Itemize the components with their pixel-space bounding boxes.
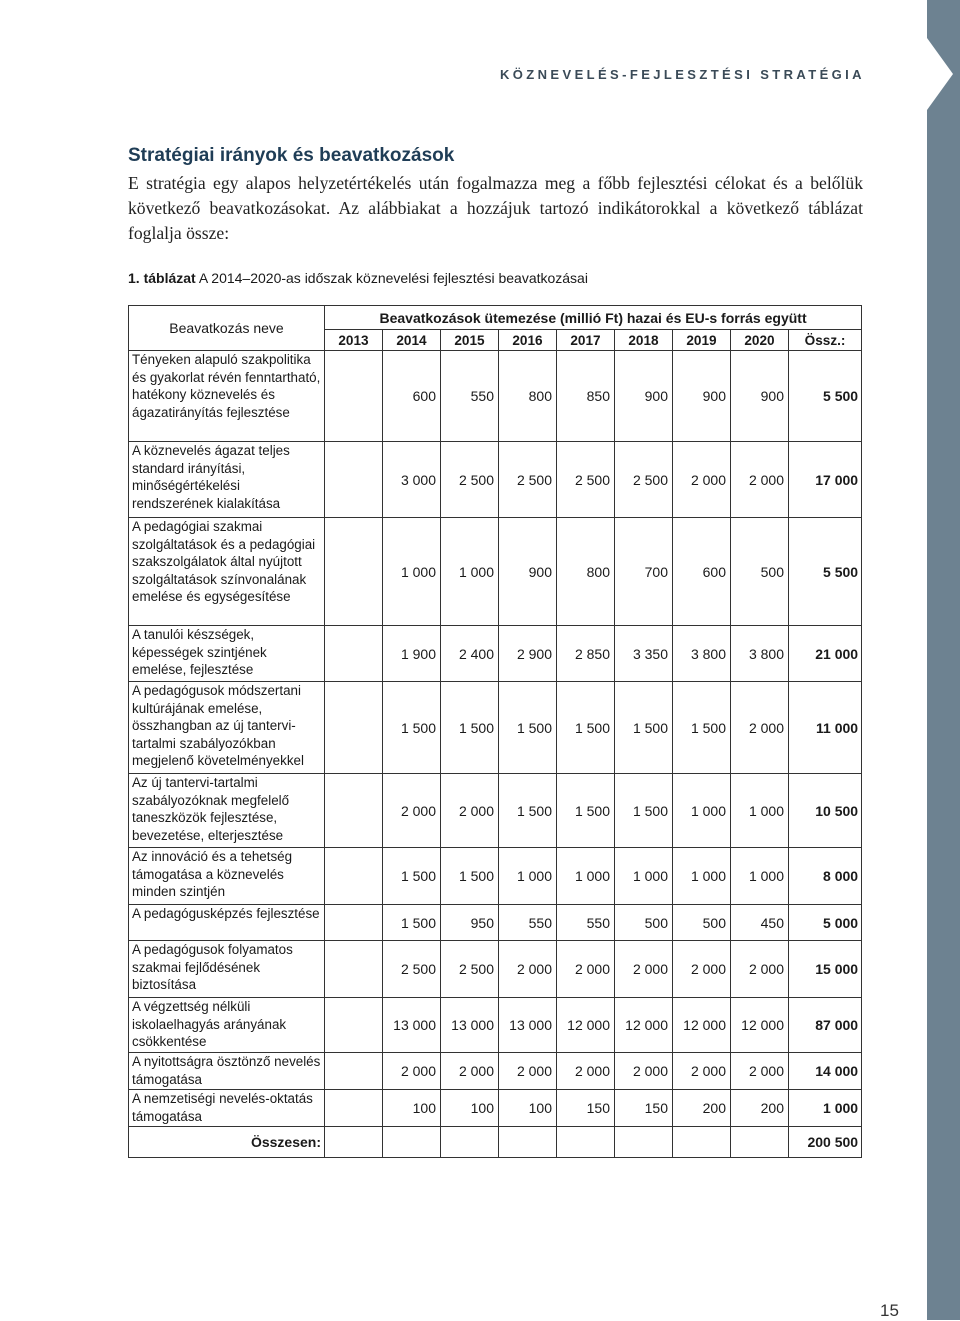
- year-value-cell: 900: [499, 518, 557, 626]
- year-value-cell: 2 000: [557, 1053, 615, 1090]
- year-value-cell: 1 000: [615, 848, 673, 905]
- page-number: 15: [880, 1301, 899, 1320]
- total-column-header: Össz.:: [789, 330, 862, 351]
- year-value-cell: 2 000: [499, 941, 557, 998]
- year-value-cell: 900: [615, 351, 673, 442]
- year-value-cell: 2 400: [441, 626, 499, 682]
- year-value-cell: 3 800: [731, 626, 789, 682]
- table-row: [129, 1090, 862, 1127]
- year-value-cell: 1 000: [673, 774, 731, 848]
- year-value-cell: 2 000: [383, 1053, 441, 1090]
- year-value-cell: 2 500: [441, 442, 499, 518]
- intervention-name: A pedagógiai szakmai szolgáltatások és a pedagógiai szakszolgálatok által nyújtott szolgáltatások színvonalának emelése és egységesítése: [129, 518, 325, 626]
- year-header: 2017: [557, 330, 615, 351]
- year-value-cell: 600: [673, 518, 731, 626]
- year-value-cell: 150: [557, 1090, 615, 1127]
- year-value-cell: 450: [731, 905, 789, 941]
- year-header: 2015: [441, 330, 499, 351]
- year-value-cell: 2 000: [673, 442, 731, 518]
- year-value-cell: 200: [731, 1090, 789, 1127]
- year-value-cell: 1 000: [731, 848, 789, 905]
- intervention-name: Az új tantervi-tartalmi szabályozóknak megfelelő taneszközök fejlesztése, bevezetése, elterjesztése: [129, 774, 325, 848]
- table-caption-label: 1. táblázat: [128, 270, 196, 286]
- year-header: 2020: [731, 330, 789, 351]
- year-value-cell: 2 000: [731, 682, 789, 774]
- year-value-cell: 550: [441, 351, 499, 442]
- table-row: [129, 941, 862, 998]
- name-column-header: Beavatkozás neve: [129, 306, 325, 351]
- year-header: 2013: [325, 330, 383, 351]
- intervention-name: A pedagógusok folyamatos szakmai fejlődésének biztosítása: [129, 941, 325, 998]
- intervention-name: A tanulói készségek, képességek szintjének emelése, fejlesztése: [129, 626, 325, 682]
- year-value-cell: 1 000: [383, 518, 441, 626]
- year-value-cell: 550: [557, 905, 615, 941]
- interventions-table: [128, 305, 862, 1158]
- section-heading: Stratégiai irányok és beavatkozások: [128, 145, 455, 166]
- year-value-cell: 1 500: [441, 848, 499, 905]
- year-value-cell: 500: [615, 905, 673, 941]
- year-value-cell: 2 900: [499, 626, 557, 682]
- side-accent-bar: [927, 0, 960, 1320]
- year-value-cell: 900: [673, 351, 731, 442]
- intervention-name: A nyitottságra ösztönző nevelés támogatása: [129, 1053, 325, 1090]
- year-value-cell: 2 500: [441, 941, 499, 998]
- year-header: 2014: [383, 330, 441, 351]
- year-value-cell: 13 000: [441, 998, 499, 1053]
- year-value-cell: 1 500: [499, 682, 557, 774]
- intervention-name: A végzettség nélküli iskolaelhagyás arányának csökkentése: [129, 998, 325, 1053]
- year-value-cell: 1 500: [557, 682, 615, 774]
- table-row: [129, 848, 862, 905]
- year-value-cell: [325, 941, 383, 998]
- year-value-cell: 1 500: [383, 848, 441, 905]
- year-header: 2018: [615, 330, 673, 351]
- table-caption-text: A 2014–2020-as időszak köznevelési fejlesztési beavatkozásai: [198, 270, 588, 286]
- table-row: [129, 998, 862, 1053]
- year-value-cell: 100: [499, 1090, 557, 1127]
- year-value-cell: 2 500: [383, 941, 441, 998]
- year-value-cell: 600: [383, 351, 441, 442]
- year-value-cell: 12 000: [557, 998, 615, 1053]
- table-caption: [128, 270, 588, 286]
- running-head: KÖZNEVELÉS-FEJLESZTÉSI STRATÉGIA: [500, 67, 865, 82]
- row-total-cell: 21 000: [789, 626, 862, 682]
- year-value-cell: 2 000: [441, 774, 499, 848]
- table-row: [129, 442, 862, 518]
- grand-total-value: 200 500: [789, 1127, 862, 1158]
- row-total-cell: 5 500: [789, 351, 862, 442]
- table-row: [129, 682, 862, 774]
- year-value-cell: 2 500: [615, 442, 673, 518]
- year-value-cell: 500: [731, 518, 789, 626]
- year-value-cell: 12 000: [615, 998, 673, 1053]
- row-total-cell: 1 000: [789, 1090, 862, 1127]
- year-value-cell: [325, 1090, 383, 1127]
- year-value-cell: 2 500: [557, 442, 615, 518]
- schedule-group-header: Beavatkozások ütemezése (millió Ft) hazai és EU-s forrás együtt: [325, 306, 862, 330]
- row-total-cell: 5 000: [789, 905, 862, 941]
- grand-total-label: Összesen:: [129, 1127, 325, 1158]
- year-value-cell: 1 500: [615, 774, 673, 848]
- year-value-cell: 2 000: [615, 1053, 673, 1090]
- year-value-cell: 2 000: [731, 442, 789, 518]
- row-total-cell: 11 000: [789, 682, 862, 774]
- intervention-name: Az innováció és a tehetség támogatása a köznevelés minden szintjén: [129, 848, 325, 905]
- year-value-cell: 2 000: [731, 941, 789, 998]
- year-value-cell: 1 500: [673, 682, 731, 774]
- year-value-cell: 1 500: [499, 774, 557, 848]
- year-value-cell: 800: [557, 518, 615, 626]
- table-row: [129, 518, 862, 626]
- year-header: 2016: [499, 330, 557, 351]
- year-value-cell: 1 000: [673, 848, 731, 905]
- year-value-cell: 13 000: [383, 998, 441, 1053]
- year-value-cell: 1 500: [557, 774, 615, 848]
- year-value-cell: [325, 626, 383, 682]
- intervention-name: A nemzetiségi nevelés-oktatás támogatása: [129, 1090, 325, 1127]
- row-total-cell: 5 500: [789, 518, 862, 626]
- year-value-cell: 2 000: [673, 941, 731, 998]
- row-total-cell: 15 000: [789, 941, 862, 998]
- year-value-cell: 1 000: [557, 848, 615, 905]
- table-row: [129, 626, 862, 682]
- year-value-cell: 3 000: [383, 442, 441, 518]
- table-row: [129, 351, 862, 442]
- year-value-cell: 2 000: [383, 774, 441, 848]
- year-value-cell: 1 500: [441, 682, 499, 774]
- year-value-cell: [325, 848, 383, 905]
- year-value-cell: [325, 774, 383, 848]
- year-value-cell: [325, 998, 383, 1053]
- year-value-cell: 100: [383, 1090, 441, 1127]
- year-value-cell: 1 500: [383, 682, 441, 774]
- year-value-cell: 1 000: [499, 848, 557, 905]
- row-total-cell: 17 000: [789, 442, 862, 518]
- year-value-cell: [325, 518, 383, 626]
- year-value-cell: 1 500: [615, 682, 673, 774]
- year-value-cell: 700: [615, 518, 673, 626]
- year-value-cell: 2 000: [615, 941, 673, 998]
- year-value-cell: 550: [499, 905, 557, 941]
- year-value-cell: [325, 905, 383, 941]
- year-value-cell: 2 000: [499, 1053, 557, 1090]
- row-total-cell: 8 000: [789, 848, 862, 905]
- table-row: [129, 774, 862, 848]
- year-value-cell: 2 850: [557, 626, 615, 682]
- year-value-cell: 12 000: [731, 998, 789, 1053]
- table-row: [129, 905, 862, 941]
- year-value-cell: 12 000: [673, 998, 731, 1053]
- year-value-cell: 1 900: [383, 626, 441, 682]
- year-value-cell: [325, 351, 383, 442]
- year-value-cell: 150: [615, 1090, 673, 1127]
- side-notch: [927, 38, 953, 110]
- year-value-cell: 900: [731, 351, 789, 442]
- year-value-cell: [325, 682, 383, 774]
- year-value-cell: 850: [557, 351, 615, 442]
- year-value-cell: 1 500: [383, 905, 441, 941]
- year-value-cell: 950: [441, 905, 499, 941]
- intervention-name: A pedagógusképzés fejlesztése: [129, 905, 325, 941]
- year-value-cell: 3 350: [615, 626, 673, 682]
- year-value-cell: [325, 1053, 383, 1090]
- year-value-cell: 500: [673, 905, 731, 941]
- year-value-cell: 2 500: [499, 442, 557, 518]
- year-value-cell: [325, 442, 383, 518]
- year-value-cell: 2 000: [673, 1053, 731, 1090]
- year-value-cell: 2 000: [441, 1053, 499, 1090]
- row-total-cell: 87 000: [789, 998, 862, 1053]
- year-header: 2019: [673, 330, 731, 351]
- year-value-cell: 200: [673, 1090, 731, 1127]
- year-value-cell: 3 800: [673, 626, 731, 682]
- year-value-cell: 800: [499, 351, 557, 442]
- year-value-cell: 13 000: [499, 998, 557, 1053]
- intervention-name: Tényeken alapuló szakpolitika és gyakorlat révén fenntartható, hatékony köznevelés és ágazatirányítás fejlesztése: [129, 351, 325, 442]
- intervention-name: A köznevelés ágazat teljes standard irányítási, minőségértékelési rendszerének kialakítása: [129, 442, 325, 518]
- year-value-cell: 1 000: [441, 518, 499, 626]
- grand-total-row: [129, 1127, 862, 1158]
- year-value-cell: 2 000: [557, 941, 615, 998]
- intro-paragraph: E stratégia egy alapos helyzetértékelés után fogalmazza meg a főbb fejlesztési célokat és a belőlük következő beavatkozásokat. Az alábbiakat a hozzájuk tartozó indikátorokkal a következő táblázat foglalja össze:: [128, 173, 863, 243]
- row-total-cell: 14 000: [789, 1053, 862, 1090]
- year-value-cell: 1 000: [731, 774, 789, 848]
- table-row: [129, 1053, 862, 1090]
- intervention-name: A pedagógusok módszertani kultúrájának emelése, összhangban az új tantervi-tartalmi szabályozókban megjelenő követelményekkel: [129, 682, 325, 774]
- row-total-cell: 10 500: [789, 774, 862, 848]
- year-value-cell: 2 000: [731, 1053, 789, 1090]
- year-value-cell: 100: [441, 1090, 499, 1127]
